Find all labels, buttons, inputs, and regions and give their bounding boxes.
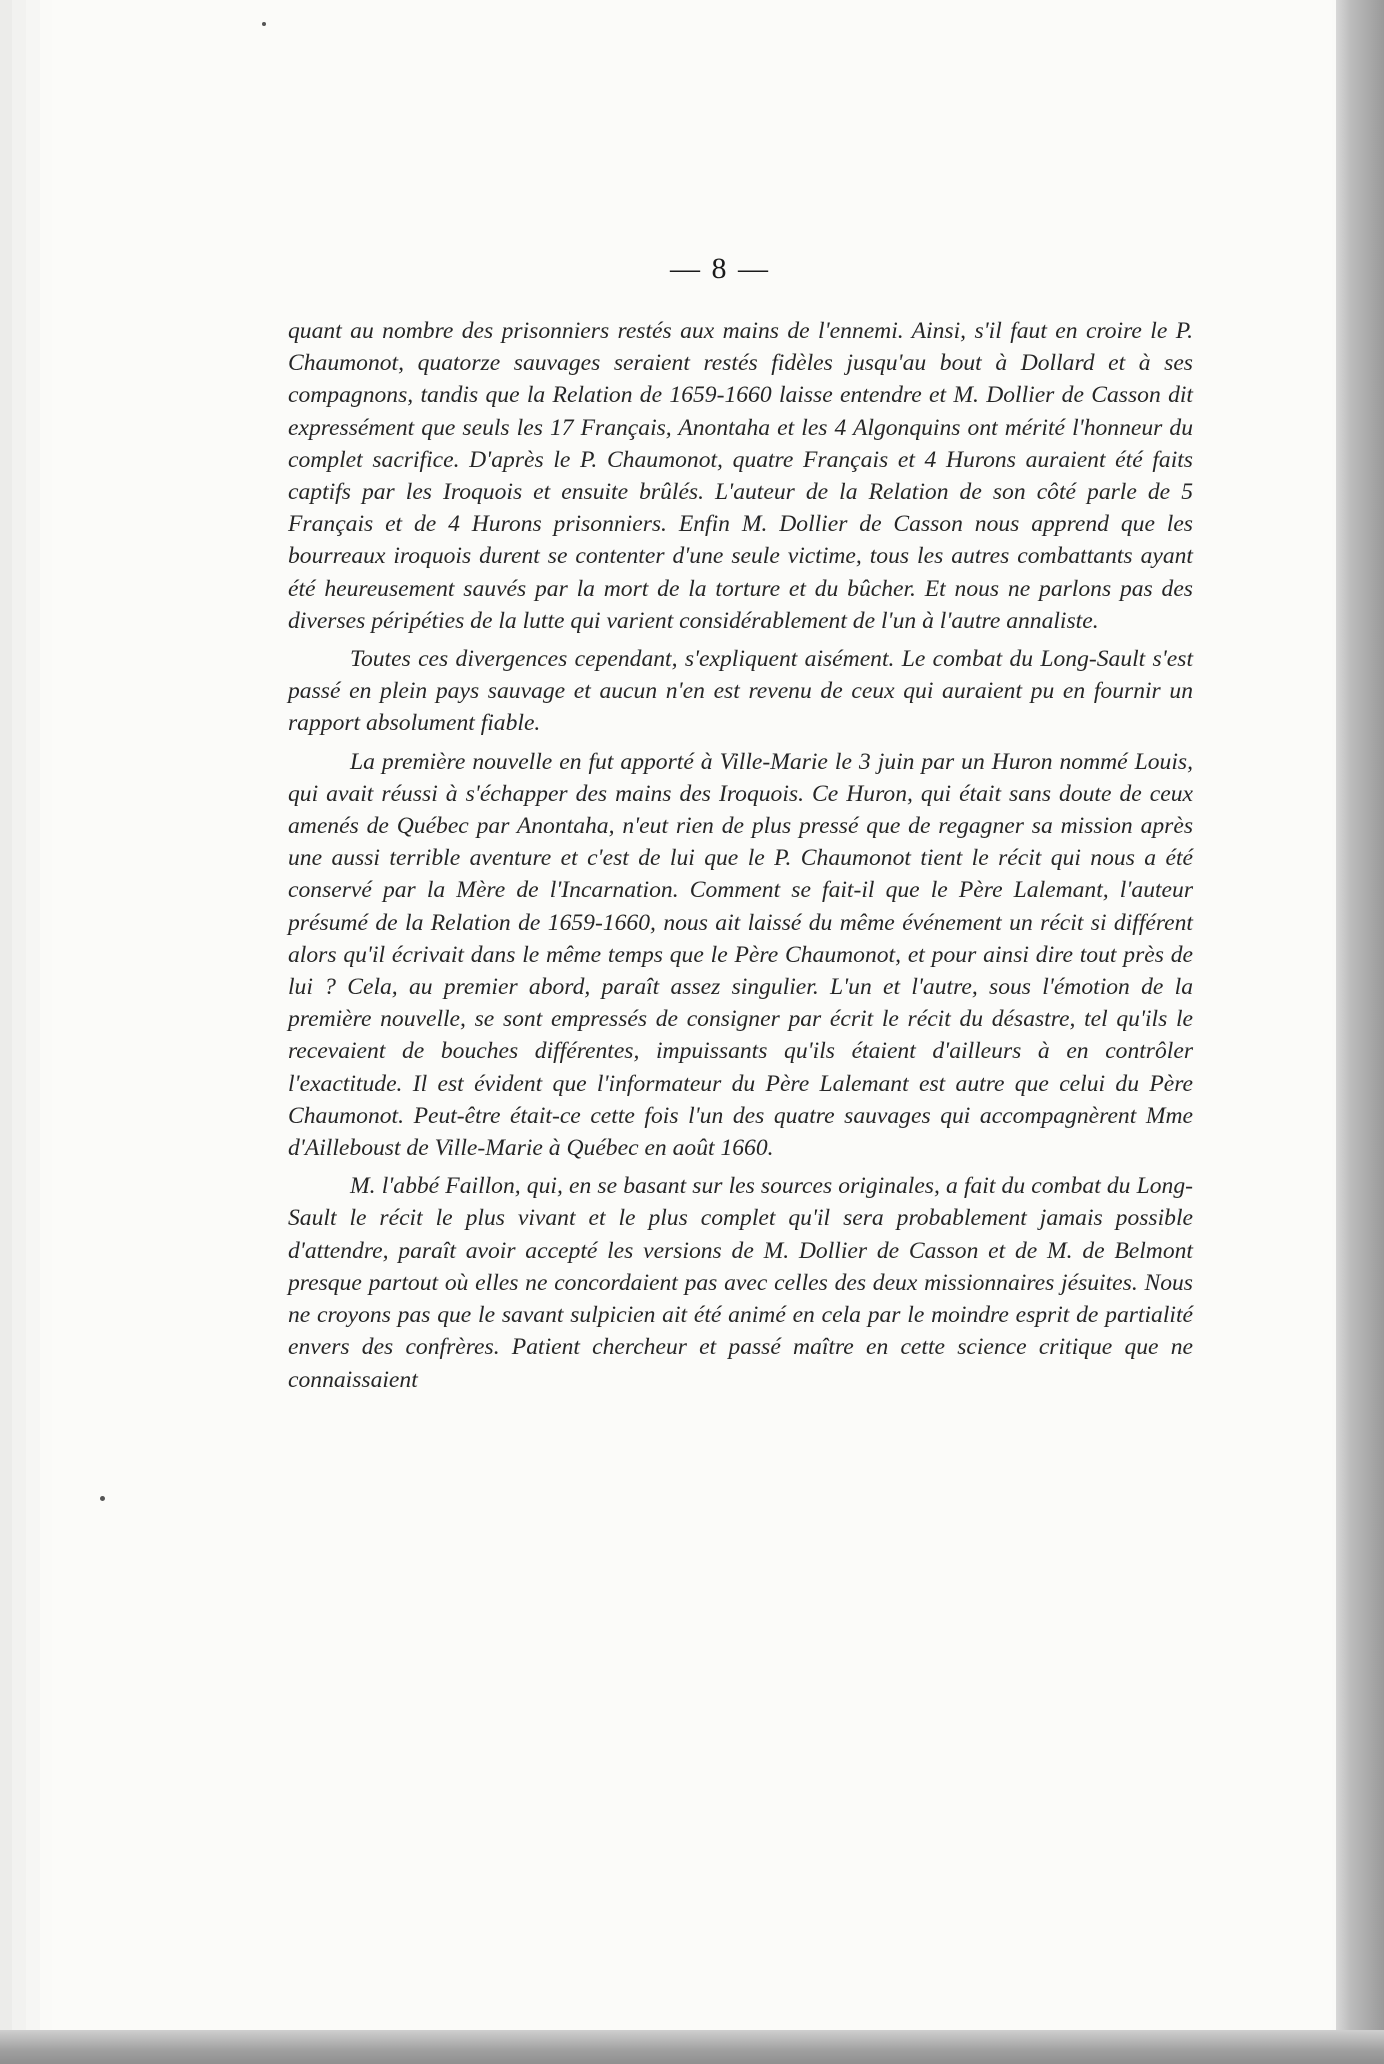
page-edge-shadow [1336,0,1384,2064]
paragraph: La première nouvelle en fut apporté à Ville-Marie le 3 juin par un Huron nommé Louis, qui avait réussi à s'échapper des mains des Iroquois. Ce Huron, qui était sans doute de ceux amenés de Québec par Anontaha, n'eut rien de plus pressé que de regagner sa mission après une aussi terrible aventure et c'est de lui que le P. Chaumonot tient le récit qui nous a été conservé par la Mère de l'Incarnation. Comment se fait-il que le Père Lalemant, l'auteur présumé de la Relation de 1659-1660, nous ait laissé du même événement un récit si différent alors qu'il écrivait dans le même temps que le Père Chaumonot, et pour ainsi dire tout près de lui ? Cela, au premier abord, paraît assez singulier. L'un et l'autre, sous l'émotion de la première nouvelle, se sont empressés de consigner par écrit le récit du désastre, tel qu'ils le recevaient de bouches différentes, impuissants qu'ils étaient d'ailleurs à en contrôler l'exactitude. Il est évident que l'informateur du Père Lalemant est autre que celui du Père Chaumonot. Peut-être était-ce cette fois l'un des quatre sauvages qui accompagnèrent Mme d'Ailleboust de Ville-Marie à Québec en août 1660. [288,748,1193,1162]
body-text [288,315,1193,1402]
page-bottom-shadow [0,2030,1384,2064]
paragraph: quant au nombre des prisonniers restés aux mains de l'ennemi. Ainsi, s'il faut en croire le P. Chaumonot, quatorze sauvages seraient restés fidèles jusqu'au bout à Dollard et à ses compagnons, tandis que la Relation de 1659-1660 laisse entendre et M. Dollier de Casson dit expressément que seuls les 17 Français, Anontaha et les 4 Algonquins ont mérité l'honneur du complet sacrifice. D'après le P. Chaumonot, quatre Français et 4 Hurons auraient été faits captifs par les Iroquois et ensuite brûlés. L'auteur de la Relation de son côté parle de 5 Français et de 4 Hurons prisonniers. Enfin M. Dollier de Casson nous apprend que les bourreaux iroquois durent se contenter d'une seule victime, tous les autres combattants ayant été heureusement sauvés par la mort de la torture et du bûcher. Et nous ne parlons pas des diverses péripéties de la lutte qui varient considérablement de l'un à l'autre annaliste. [288,318,1193,634]
paragraph: M. l'abbé Faillon, qui, en se basant sur les sources originales, a fait du combat du Long-Sault le récit le plus vivant et le plus complet qu'il sera probablement jamais possible d'attendre, paraît avoir accepté les versions de M. Dollier de Casson et de M. de Belmont presque partout où elles ne concordaient pas avec celles des deux missionnaires jésuites. Nous ne croyons pas que le savant sulpicien ait été animé en cela par le moindre esprit de partialité envers des confrères. Patient chercheur et passé maître en cette science critique que ne connaissaient [288,1173,1193,1393]
scan-speck [100,1496,105,1501]
paragraph: Toutes ces divergences cependant, s'expliquent aisément. Le combat du Long-Sault s'est passé en plein pays sauvage et aucun n'en est revenu de ceux qui auraient pu en fournir un rapport absolument fiable. [288,646,1193,737]
page-number: — 8 — [670,252,770,285]
scan-speck [262,22,266,26]
